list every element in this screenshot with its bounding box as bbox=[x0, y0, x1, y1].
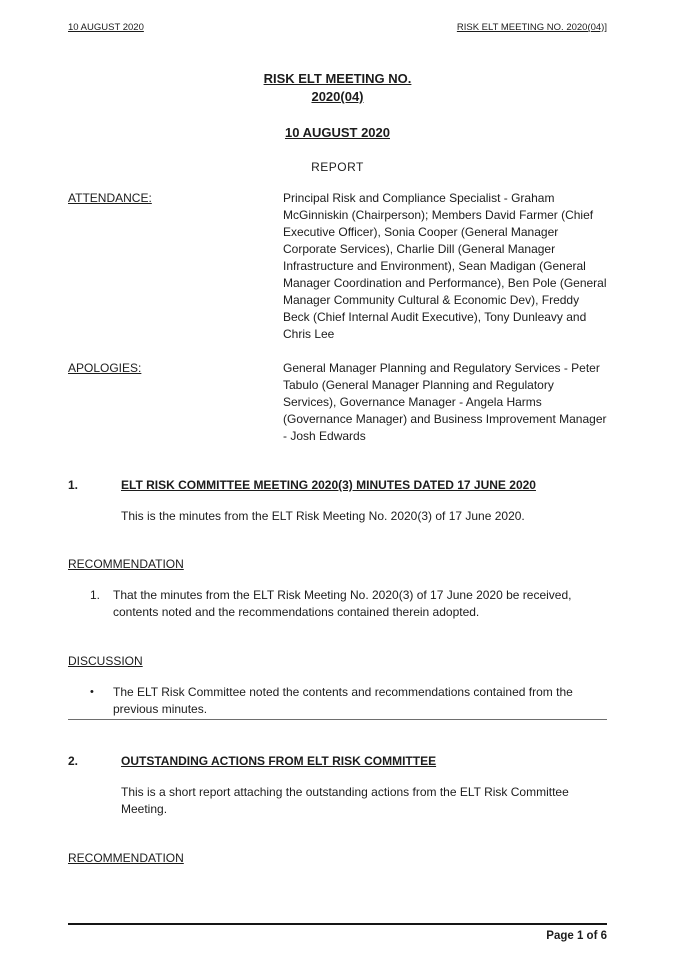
attendance-row bbox=[68, 190, 607, 343]
report-label: REPORT bbox=[311, 160, 364, 174]
section-2-number: 2. bbox=[68, 754, 79, 768]
section-1-discussion-label: DISCUSSION bbox=[68, 654, 143, 668]
header-meeting-ref: RISK ELT MEETING NO. 2020(04)] bbox=[456, 22, 607, 33]
document-title-line1: RISK ELT MEETING NO. bbox=[263, 71, 412, 86]
section-1-heading-row bbox=[68, 477, 607, 494]
section-1-heading: ELT RISK COMMITTEE MEETING 2020(3) MINUTES DATED 17 JUNE 2020 bbox=[121, 478, 536, 492]
section-1-recommendation-label: RECOMMENDATION bbox=[68, 557, 184, 571]
recommendation-item-number: 1. bbox=[90, 588, 101, 602]
page-header bbox=[68, 22, 607, 34]
section-2-heading: OUTSTANDING ACTIONS FROM ELT RISK COMMITTEE bbox=[121, 754, 437, 768]
title-block bbox=[68, 70, 607, 106]
section-2-recommendation-label: RECOMMENDATION bbox=[68, 851, 184, 865]
discussion-bullet-text: The ELT Risk Committee noted the contents and recommendations contained from the previous minutes. bbox=[113, 685, 573, 716]
apologies-row bbox=[68, 360, 607, 445]
meeting-date: 10 AUGUST 2020 bbox=[284, 125, 390, 140]
section-2-heading-row bbox=[68, 753, 607, 770]
apologies-label: APOLOGIES: bbox=[68, 361, 142, 375]
page-number: Page 1 of 6 bbox=[546, 930, 607, 942]
section-1-number: 1. bbox=[68, 478, 79, 492]
section-1-intro: This is the minutes from the ELT Risk Meeting No. 2020(3) of 17 June 2020. bbox=[121, 509, 525, 523]
header-date: 10 AUGUST 2020 bbox=[68, 22, 144, 33]
discussion-bullet-item bbox=[90, 684, 607, 718]
apologies-text: General Manager Planning and Regulatory Services - Peter Tabulo (General Manager Planning and Regulatory Services), Governance Manager - Angela Harms (Governance Manager) and Business Improvement Manager - Josh Edwards bbox=[283, 361, 607, 443]
attendance-text: Principal Risk and Compliance Specialist - Graham McGinniskin (Chairperson); Members David Farmer (Chief Executive Officer), Sonia Cooper (General Manager Corporate Services), Charlie Dill (General Manager Infrastructure and Environment), Sean Madigan (General Manager Coordination and Performance), Ben Pole (General Manager Community Cultural & Economic Dev), Freddy Beck (Chief Internal Audit Executive), Tony Dunleavy and Chris Lee bbox=[283, 191, 607, 341]
discussion-bullet-block bbox=[68, 684, 607, 720]
section-2-intro: This is a short report attaching the outstanding actions from the ELT Risk Committee Meeting. bbox=[121, 785, 569, 816]
section-1-recommendation-item bbox=[90, 587, 607, 621]
recommendation-item-text: That the minutes from the ELT Risk Meeting No. 2020(3) of 17 June 2020 be received, contents noted and the recommendations contained therein adopted. bbox=[113, 588, 572, 619]
bullet-marker: • bbox=[90, 686, 94, 698]
document-title-line2: 2020(04) bbox=[311, 89, 364, 104]
page-footer bbox=[68, 923, 607, 945]
attendance-label: ATTENDANCE: bbox=[68, 191, 152, 205]
